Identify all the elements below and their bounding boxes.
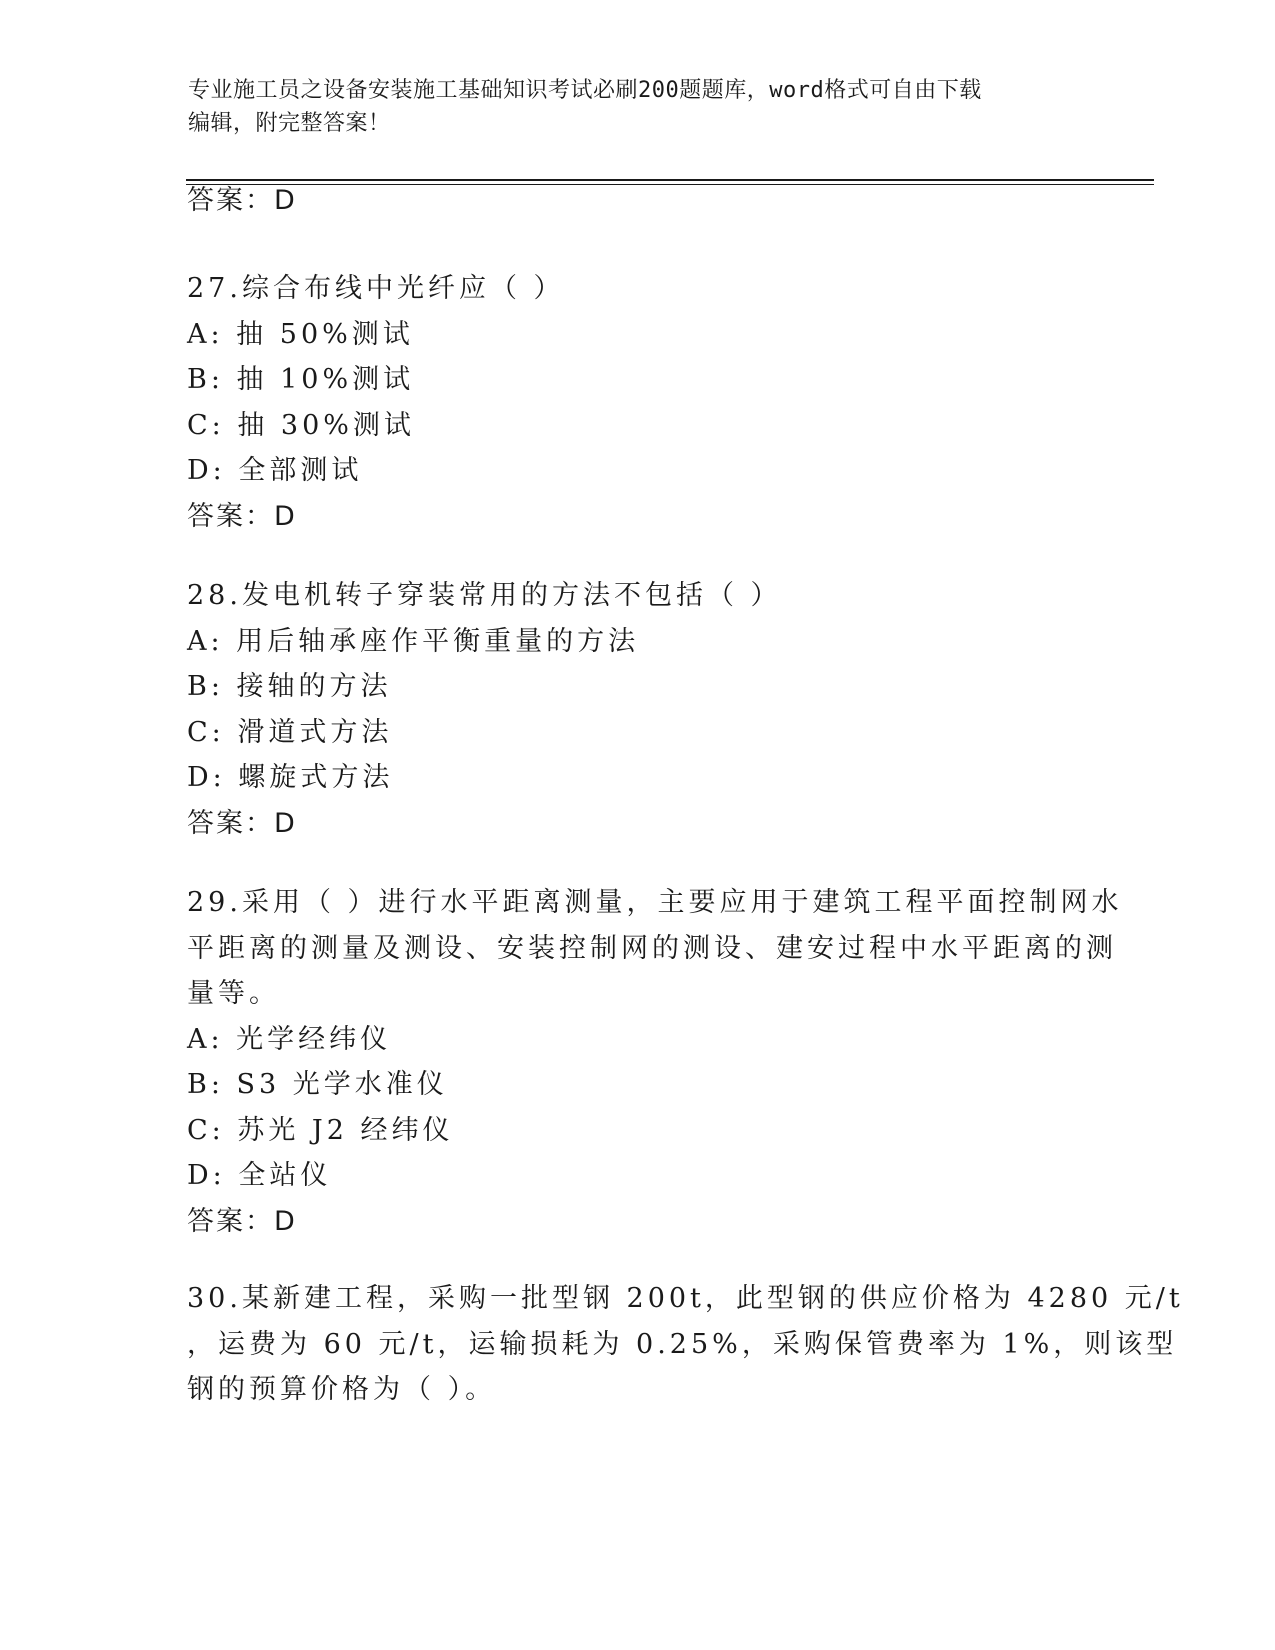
question-27 [187, 266, 1087, 539]
option-d: D: 全部测试 [187, 455, 363, 486]
answer-text: 答案：D [187, 807, 297, 839]
question-stem-line-1: 30.某新建工程，采购一批型钢 200t，此型钢的供应价格为 4280 元/t [187, 1283, 1184, 1314]
option-c: C: 抽 30%测试 [187, 409, 415, 441]
question-stem-line-1: 29.采用（ ）进行水平距离测量，主要应用于建筑工程平面控制网水 [187, 887, 1123, 918]
option-d: D: 螺旋式方法 [187, 762, 394, 793]
option-b: B: 接轴的方法 [187, 671, 392, 702]
page-header [188, 74, 1088, 140]
question-stem: 28.发电机转子穿装常用的方法不包括（ ） [187, 580, 782, 611]
question-stem-line-3: 钢的预算价格为（ ）。 [187, 1374, 497, 1405]
header-title-line-2: 编辑，附完整答案！ [188, 111, 391, 136]
option-c: C: 苏光 J2 经纬仪 [187, 1114, 454, 1146]
answer-text: 答案：D [187, 185, 297, 216]
answer-text: 答案：D [187, 500, 297, 532]
answer-text: 答案：D [187, 1205, 297, 1237]
option-a: A: 用后轴承座作平衡重量的方法 [187, 625, 640, 657]
option-a: A: 光学经纬仪 [187, 1023, 392, 1055]
previous-answer-block [187, 178, 1087, 223]
option-b: B: 抽 10%测试 [187, 364, 415, 395]
option-a: A: 抽 50%测试 [187, 318, 414, 350]
question-30 [187, 1276, 1184, 1413]
question-29 [187, 880, 1123, 1244]
header-title-line-1: 专业施工员之设备安装施工基础知识考试必刷200题题库，word格式可自由下载 [188, 78, 982, 103]
question-stem-line-2: ，运费为 60 元/t，运输损耗为 0.25%，采购保管费率为 1%，则该型 [187, 1328, 1178, 1360]
option-b: B: S3 光学水准仪 [187, 1069, 448, 1100]
question-28 [187, 573, 1087, 846]
question-stem: 27.综合布线中光纤应（ ） [187, 273, 565, 304]
question-stem-line-3: 量等。 [187, 978, 280, 1009]
option-c: C: 滑道式方法 [187, 716, 393, 748]
option-d: D: 全站仪 [187, 1160, 332, 1191]
question-stem-line-2: 平距离的测量及测设、安装控制网的测设、建安过程中水平距离的测 [187, 932, 1117, 964]
